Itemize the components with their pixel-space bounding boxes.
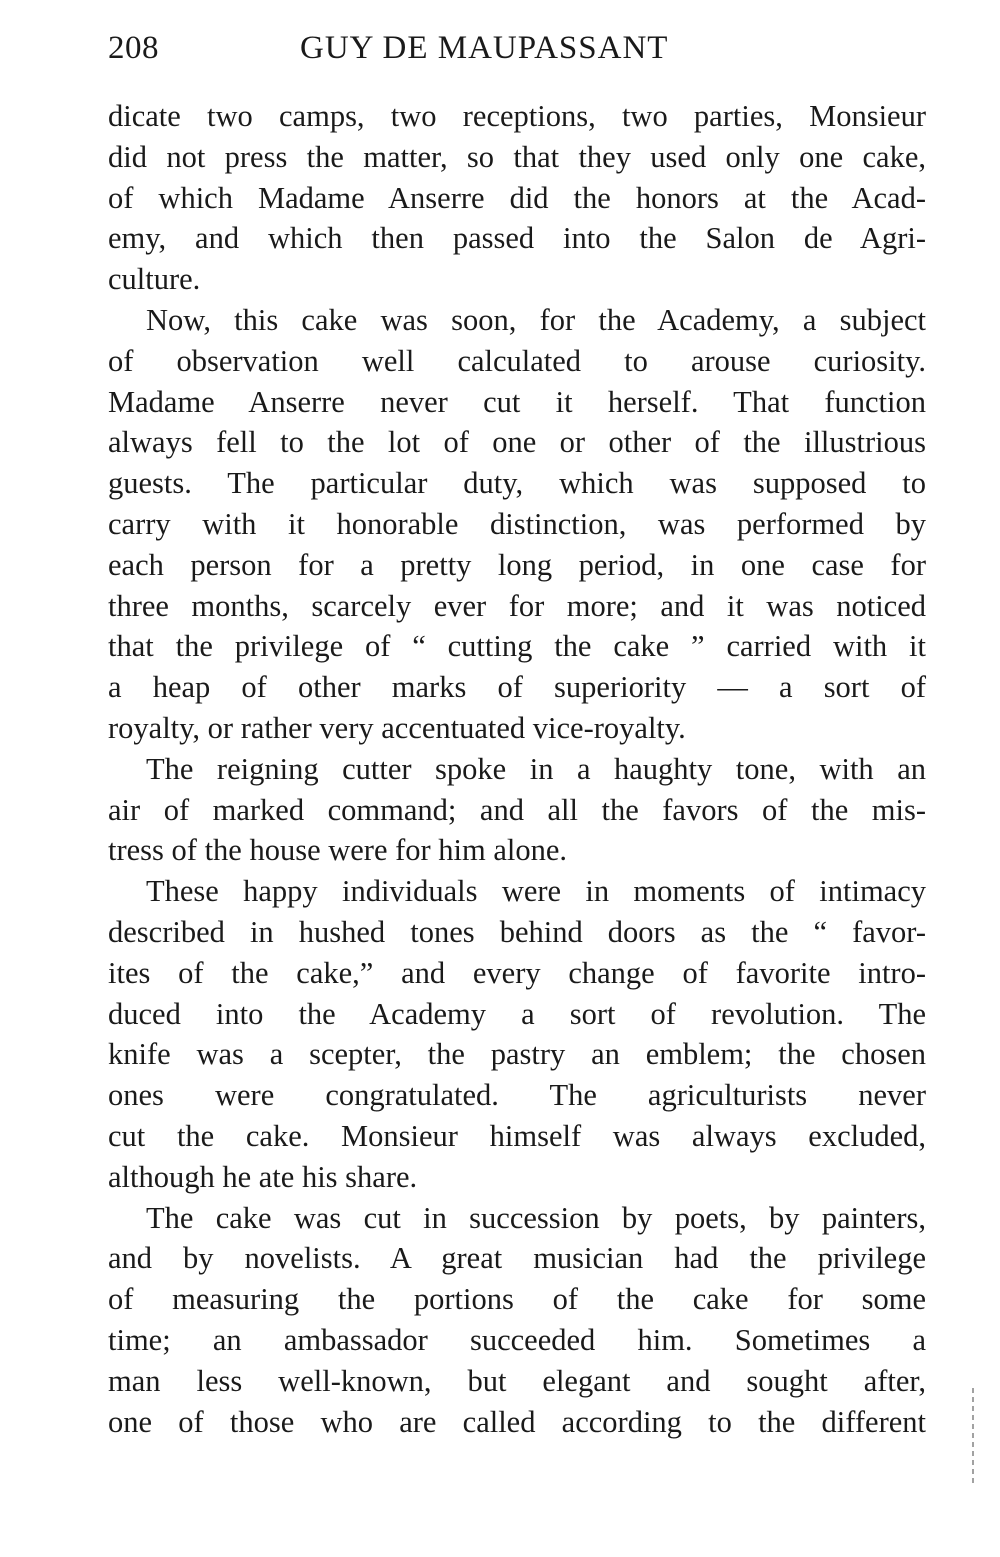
text-line: described in hushed tones behind doors as the “ favor- [108, 914, 926, 949]
text-line: three months, scarcely ever for more; and it was noticed [108, 588, 926, 623]
text-line: man less well-known, but elegant and sought after, [108, 1363, 926, 1398]
text-line: tress of the house were for him alone. [108, 833, 568, 868]
text-line: time; an ambassador succeeded him. Sometimes a [108, 1322, 926, 1357]
text-line: of measuring the portions of the cake for some [108, 1282, 926, 1317]
text-line: air of marked command; and all the favors of the mis- [108, 792, 926, 827]
text-line: did not press the matter, so that they used only one cake, [108, 139, 926, 174]
text-line: carry with it honorable distinction, was performed by [108, 506, 926, 541]
text-line: knife was a scepter, the pastry an emblem; the chosen [108, 1037, 926, 1072]
text-line: Madame Anserre never cut it herself. That function [108, 384, 926, 419]
paragraph [108, 96, 926, 300]
text-line: cut the cake. Monsieur himself was always excluded, [108, 1118, 926, 1153]
text-line: Now, this cake was soon, for the Academy, a subject [146, 302, 926, 337]
running-head: GUY DE MAUPASSANT [300, 30, 669, 66]
paragraph [108, 871, 926, 1197]
text-line: The reigning cutter spoke in a haughty tone, with an [146, 751, 926, 786]
text-line: guests. The particular duty, which was supposed to [108, 466, 926, 501]
text-line: of observation well calculated to arouse curiosity. [108, 343, 926, 378]
text-line: culture. [108, 262, 201, 297]
text-line: of which Madame Anserre did the honors at the Acad- [108, 180, 926, 215]
page-header [108, 22, 926, 74]
text-line: ites of the cake,” and every change of favorite intro- [108, 955, 926, 990]
text-line: ones were congratulated. The agriculturists never [108, 1078, 926, 1113]
body-text [108, 96, 926, 1442]
text-line: each person for a pretty long period, in one case for [108, 547, 926, 582]
text-line: a heap of other marks of superiority — a sort of [108, 670, 926, 705]
text-line: royalty, or rather very accentuated vice-royalty. [108, 710, 686, 745]
paragraph [108, 1198, 926, 1443]
text-line: although he ate his share. [108, 1159, 418, 1194]
text-line: that the privilege of “ cutting the cake ” carried with it [108, 629, 926, 664]
text-line: emy, and which then passed into the Salon de Agri- [108, 221, 926, 256]
text-line: one of those who are called according to the different [108, 1404, 926, 1439]
text-line: These happy individuals were in moments of intimacy [146, 874, 926, 909]
text-line: The cake was cut in succession by poets, by painters, [146, 1200, 926, 1235]
book-page [108, 22, 926, 1442]
paragraph [108, 300, 926, 749]
text-line: always fell to the lot of one or other of the illustrious [108, 425, 926, 460]
page-number: 208 [108, 30, 159, 66]
text-line: dicate two camps, two receptions, two parties, Monsieur [108, 99, 926, 133]
page-edge-mark [972, 1388, 974, 1483]
text-line: and by novelists. A great musician had the privilege [108, 1241, 926, 1276]
text-line: duced into the Academy a sort of revolution. The [108, 996, 926, 1031]
paragraph [108, 749, 926, 871]
